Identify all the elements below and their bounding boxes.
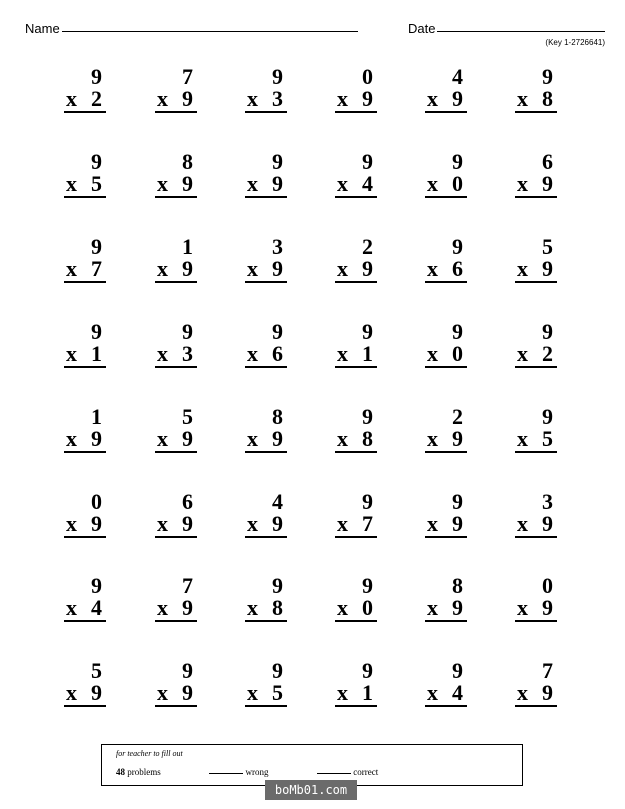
problem	[58, 406, 118, 476]
problem	[239, 321, 299, 391]
top-number: 9	[452, 234, 463, 259]
bottom-number: 9	[182, 426, 193, 451]
problem	[419, 406, 479, 476]
top-number: 6	[542, 149, 553, 174]
top-number: 9	[452, 489, 463, 514]
problem	[419, 236, 479, 306]
teacher-note: for teacher to fill out	[116, 749, 183, 758]
problem	[149, 406, 209, 476]
bottom-row	[155, 597, 197, 622]
top-number: 9	[91, 64, 102, 89]
problem	[58, 575, 118, 645]
bottom-row	[335, 343, 377, 368]
bottom-row	[245, 682, 287, 707]
multiply-operator: x	[157, 341, 168, 366]
multiply-operator: x	[247, 426, 258, 451]
problem	[239, 491, 299, 561]
top-number: 3	[272, 234, 283, 259]
top-number: 9	[542, 404, 553, 429]
bottom-row	[245, 428, 287, 453]
bottom-number: 9	[542, 511, 553, 536]
bottom-row	[335, 88, 377, 113]
bottom-row	[425, 343, 467, 368]
top-number: 9	[91, 573, 102, 598]
problem	[329, 236, 389, 306]
problem	[419, 66, 479, 136]
multiply-operator: x	[157, 426, 168, 451]
multiply-operator: x	[517, 511, 528, 536]
bottom-row	[515, 343, 557, 368]
bottom-row	[245, 597, 287, 622]
problem	[419, 151, 479, 221]
bottom-row	[245, 258, 287, 283]
bottom-row	[335, 682, 377, 707]
bottom-number: 6	[452, 256, 463, 281]
multiply-operator: x	[66, 86, 77, 111]
bottom-number: 7	[91, 256, 102, 281]
top-number: 7	[542, 658, 553, 683]
top-number: 9	[91, 319, 102, 344]
problem	[419, 321, 479, 391]
top-number: 8	[452, 573, 463, 598]
bottom-number: 2	[91, 86, 102, 111]
name-label: Name	[25, 21, 60, 36]
bottom-row	[155, 682, 197, 707]
multiply-operator: x	[427, 86, 438, 111]
problem	[509, 406, 569, 476]
multiply-operator: x	[427, 171, 438, 196]
top-number: 7	[182, 573, 193, 598]
bottom-row	[245, 88, 287, 113]
bottom-number: 0	[452, 341, 463, 366]
top-number: 9	[362, 489, 373, 514]
problem	[239, 660, 299, 730]
bottom-row	[425, 258, 467, 283]
bottom-number: 9	[272, 256, 283, 281]
bottom-row	[425, 173, 467, 198]
problem	[329, 491, 389, 561]
bottom-number: 9	[452, 86, 463, 111]
top-number: 3	[542, 489, 553, 514]
multiply-operator: x	[247, 511, 258, 536]
bottom-number: 1	[362, 680, 373, 705]
date-label: Date	[408, 21, 436, 36]
problem	[58, 151, 118, 221]
problem	[329, 66, 389, 136]
bottom-number: 3	[182, 341, 193, 366]
top-number: 9	[272, 149, 283, 174]
multiply-operator: x	[427, 426, 438, 451]
bottom-row	[155, 173, 197, 198]
bottom-number: 4	[91, 595, 102, 620]
problem	[149, 236, 209, 306]
multiply-operator: x	[66, 595, 77, 620]
problem	[239, 575, 299, 645]
bottom-number: 9	[272, 511, 283, 536]
bottom-row	[64, 173, 106, 198]
top-number: 9	[452, 149, 463, 174]
bottom-number: 9	[91, 511, 102, 536]
multiply-operator: x	[247, 256, 258, 281]
bottom-row	[155, 343, 197, 368]
multiply-operator: x	[66, 426, 77, 451]
bottom-number: 5	[91, 171, 102, 196]
bottom-number: 9	[452, 511, 463, 536]
bottom-row	[155, 88, 197, 113]
top-number: 9	[362, 319, 373, 344]
bottom-number: 9	[272, 426, 283, 451]
top-number: 9	[272, 64, 283, 89]
bottom-row	[64, 682, 106, 707]
problem	[329, 406, 389, 476]
multiply-operator: x	[66, 511, 77, 536]
bottom-row	[64, 88, 106, 113]
problem	[329, 575, 389, 645]
problem	[419, 491, 479, 561]
bottom-number: 9	[542, 595, 553, 620]
top-number: 9	[542, 64, 553, 89]
bottom-number: 9	[182, 511, 193, 536]
multiply-operator: x	[247, 171, 258, 196]
top-number: 9	[362, 149, 373, 174]
problem	[239, 151, 299, 221]
bottom-number: 0	[452, 171, 463, 196]
top-number: 5	[542, 234, 553, 259]
bottom-number: 9	[272, 171, 283, 196]
top-number: 6	[182, 489, 193, 514]
multiply-operator: x	[157, 86, 168, 111]
problem-count: 48	[116, 767, 125, 777]
multiply-operator: x	[337, 680, 348, 705]
watermark: boMb01.com	[265, 780, 357, 800]
multiply-operator: x	[157, 171, 168, 196]
bottom-number: 7	[362, 511, 373, 536]
top-number: 9	[272, 658, 283, 683]
bottom-number: 9	[182, 256, 193, 281]
multiply-operator: x	[66, 171, 77, 196]
multiply-operator: x	[427, 511, 438, 536]
bottom-row	[245, 343, 287, 368]
teacher-score-row	[116, 767, 516, 777]
bottom-row	[515, 682, 557, 707]
top-number: 0	[91, 489, 102, 514]
multiply-operator: x	[66, 256, 77, 281]
multiply-operator: x	[337, 341, 348, 366]
wrong-label: wrong	[245, 767, 269, 777]
problem	[329, 151, 389, 221]
bottom-number: 0	[362, 595, 373, 620]
problem	[419, 575, 479, 645]
bottom-number: 9	[182, 595, 193, 620]
top-number: 9	[362, 404, 373, 429]
bottom-row	[335, 597, 377, 622]
multiply-operator: x	[247, 86, 258, 111]
top-number: 9	[542, 319, 553, 344]
wrong-blank[interactable]	[209, 773, 243, 774]
multiply-operator: x	[517, 426, 528, 451]
problem	[509, 491, 569, 561]
multiply-operator: x	[66, 680, 77, 705]
problems-label: problems	[127, 767, 161, 777]
multiply-operator: x	[157, 680, 168, 705]
bottom-row	[515, 258, 557, 283]
top-number: 8	[182, 149, 193, 174]
bottom-number: 1	[91, 341, 102, 366]
bottom-row	[335, 428, 377, 453]
bottom-number: 9	[362, 256, 373, 281]
bottom-number: 1	[362, 341, 373, 366]
bottom-number: 3	[272, 86, 283, 111]
multiply-operator: x	[337, 595, 348, 620]
multiply-operator: x	[427, 680, 438, 705]
bottom-number: 9	[542, 680, 553, 705]
problem	[149, 321, 209, 391]
bottom-number: 9	[362, 86, 373, 111]
bottom-row	[155, 428, 197, 453]
bottom-row	[64, 258, 106, 283]
problem	[58, 491, 118, 561]
top-number: 4	[452, 64, 463, 89]
bottom-number: 9	[91, 680, 102, 705]
problem	[509, 66, 569, 136]
top-number: 9	[452, 658, 463, 683]
bottom-number: 9	[542, 256, 553, 281]
multiply-operator: x	[157, 256, 168, 281]
bottom-row	[64, 513, 106, 538]
bottom-row	[425, 597, 467, 622]
bottom-number: 5	[272, 680, 283, 705]
top-number: 9	[272, 319, 283, 344]
bottom-row	[64, 597, 106, 622]
bottom-row	[245, 513, 287, 538]
bottom-row	[515, 513, 557, 538]
top-number: 9	[91, 234, 102, 259]
top-number: 9	[272, 573, 283, 598]
top-number: 5	[182, 404, 193, 429]
problem	[239, 66, 299, 136]
problem	[149, 151, 209, 221]
problem	[329, 660, 389, 730]
top-number: 9	[91, 149, 102, 174]
multiply-operator: x	[157, 595, 168, 620]
bottom-row	[155, 258, 197, 283]
top-number: 8	[272, 404, 283, 429]
problem	[239, 406, 299, 476]
multiply-operator: x	[517, 595, 528, 620]
bottom-row	[64, 428, 106, 453]
problem	[329, 321, 389, 391]
bottom-number: 8	[362, 426, 373, 451]
multiply-operator: x	[337, 511, 348, 536]
top-number: 2	[362, 234, 373, 259]
bottom-number: 9	[542, 171, 553, 196]
bottom-number: 9	[91, 426, 102, 451]
problem	[149, 66, 209, 136]
top-number: 9	[452, 319, 463, 344]
bottom-number: 9	[182, 86, 193, 111]
bottom-number: 9	[452, 426, 463, 451]
top-number: 9	[182, 658, 193, 683]
bottom-row	[245, 173, 287, 198]
problem	[419, 660, 479, 730]
multiply-operator: x	[66, 341, 77, 366]
top-number: 1	[182, 234, 193, 259]
multiply-operator: x	[337, 256, 348, 281]
top-number: 1	[91, 404, 102, 429]
bottom-number: 2	[542, 341, 553, 366]
problem	[58, 236, 118, 306]
top-number: 9	[362, 658, 373, 683]
problem	[509, 236, 569, 306]
multiply-operator: x	[427, 341, 438, 366]
bottom-row	[335, 173, 377, 198]
bottom-number: 8	[542, 86, 553, 111]
problem	[509, 321, 569, 391]
bottom-row	[515, 428, 557, 453]
bottom-row	[425, 682, 467, 707]
bottom-number: 4	[452, 680, 463, 705]
multiply-operator: x	[247, 595, 258, 620]
multiply-operator: x	[517, 680, 528, 705]
top-number: 9	[362, 573, 373, 598]
bottom-row	[425, 428, 467, 453]
problem	[58, 660, 118, 730]
top-number: 7	[182, 64, 193, 89]
problem	[149, 660, 209, 730]
problem	[58, 321, 118, 391]
multiply-operator: x	[247, 341, 258, 366]
bottom-row	[155, 513, 197, 538]
top-number: 0	[362, 64, 373, 89]
top-number: 5	[91, 658, 102, 683]
problem	[509, 660, 569, 730]
multiply-operator: x	[427, 256, 438, 281]
problem	[239, 236, 299, 306]
multiply-operator: x	[517, 171, 528, 196]
multiply-operator: x	[517, 341, 528, 366]
bottom-row	[64, 343, 106, 368]
problem	[509, 575, 569, 645]
top-number: 2	[452, 404, 463, 429]
multiply-operator: x	[517, 256, 528, 281]
correct-label: correct	[353, 767, 379, 777]
bottom-number: 6	[272, 341, 283, 366]
multiply-operator: x	[337, 171, 348, 196]
bottom-row	[335, 258, 377, 283]
bottom-row	[425, 513, 467, 538]
bottom-number: 9	[452, 595, 463, 620]
bottom-row	[515, 597, 557, 622]
bottom-number: 9	[182, 171, 193, 196]
bottom-number: 8	[272, 595, 283, 620]
bottom-row	[515, 88, 557, 113]
bottom-row	[335, 513, 377, 538]
problem	[58, 66, 118, 136]
problem	[509, 151, 569, 221]
correct-blank[interactable]	[317, 773, 351, 774]
top-number: 9	[182, 319, 193, 344]
top-number: 4	[272, 489, 283, 514]
problem	[149, 575, 209, 645]
top-number: 0	[542, 573, 553, 598]
bottom-number: 4	[362, 171, 373, 196]
bottom-number: 5	[542, 426, 553, 451]
bottom-row	[515, 173, 557, 198]
multiply-operator: x	[337, 426, 348, 451]
multiply-operator: x	[157, 511, 168, 536]
multiply-operator: x	[427, 595, 438, 620]
bottom-row	[425, 88, 467, 113]
multiply-operator: x	[247, 680, 258, 705]
problem	[149, 491, 209, 561]
multiply-operator: x	[517, 86, 528, 111]
multiply-operator: x	[337, 86, 348, 111]
bottom-number: 9	[182, 680, 193, 705]
answer-key-id: (Key 1-2726641)	[545, 38, 605, 47]
